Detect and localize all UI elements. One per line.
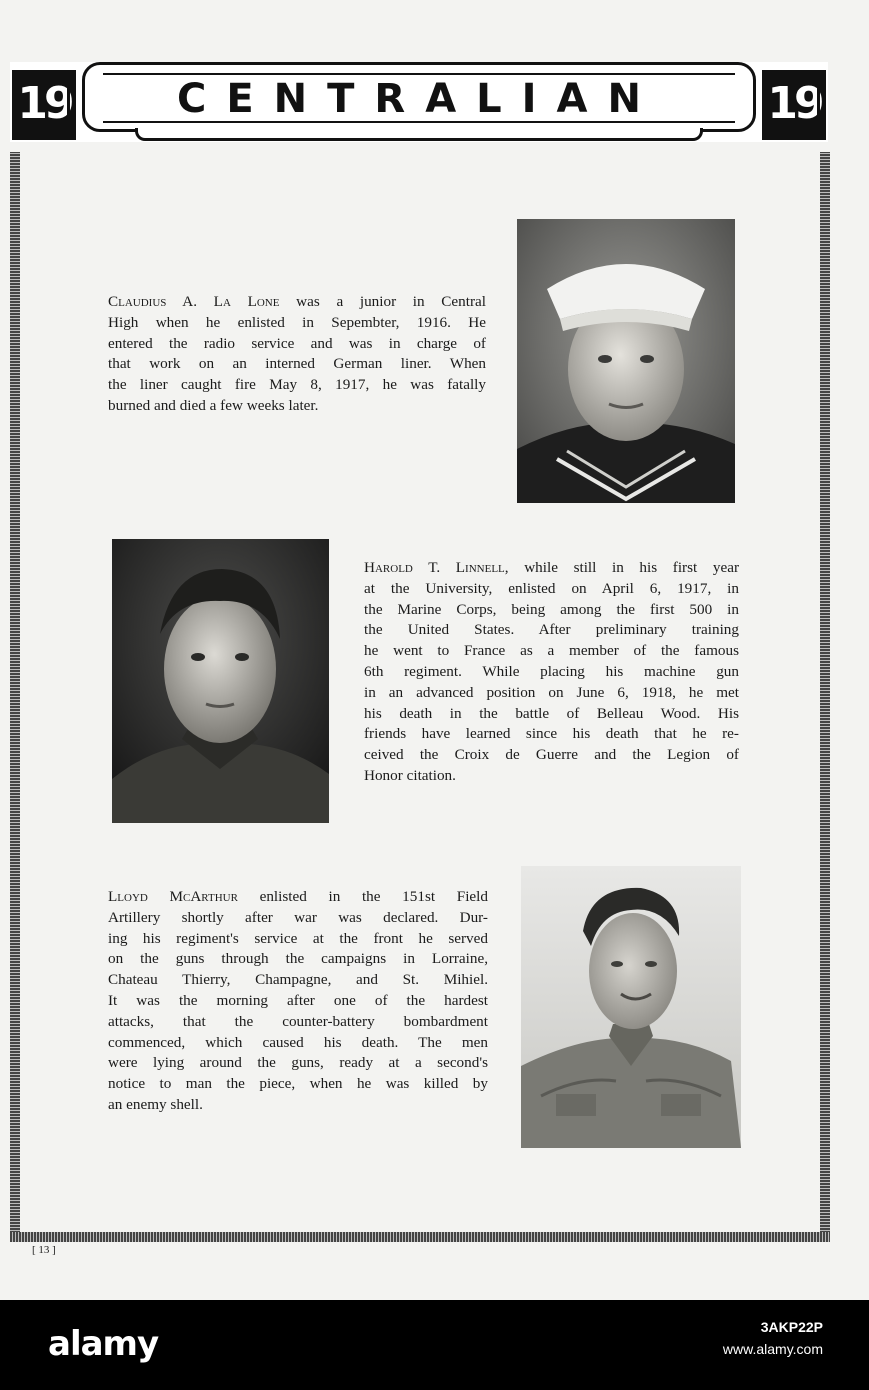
bio-line: High when he enlisted in Sepembter, 1916. He: [108, 313, 486, 331]
bio-line: 6th regiment. While placing his machine gun: [364, 662, 739, 680]
page-title: CENTRALIAN: [176, 76, 661, 122]
bio-line: in an advanced position on June 6, 1918, he met: [364, 683, 739, 701]
bio-entry-3: [108, 887, 488, 1116]
bio-line: Harold T. Linnell, while still in his first year: [364, 559, 740, 576]
bio-line: ceived the Croix de Guerre and the Legion of: [364, 746, 739, 764]
bio-line: his death in the battle of Belleau Wood. His: [364, 704, 739, 722]
bio-line: attacks, that the counter-battery bombardment: [108, 1012, 488, 1030]
photo-soldier-portrait: [112, 539, 329, 823]
watermark-site: www.alamy.com: [722, 1341, 823, 1357]
bio-line: the United States. After preliminary training: [364, 621, 739, 639]
watermark-image-id: 3AKP22P: [760, 1319, 823, 1335]
title-ornament: [135, 128, 703, 141]
bio-line: Artillery shortly after war was declared. Dur-: [108, 908, 488, 926]
bio-line: burned and died a few weeks later.: [108, 396, 319, 414]
bio-line: the Marine Corps, being among the first 500 in: [364, 600, 739, 618]
year-left: 19: [12, 70, 76, 140]
bio-line: that work on an interned German liner. When: [108, 355, 486, 373]
frame-bottom-border: [10, 1232, 830, 1242]
bio-line: friends have learned since his death that he re-: [364, 725, 739, 743]
bio-line: on the guns through the campaigns in Lorraine,: [108, 950, 488, 968]
frame-right-border: [820, 152, 830, 1242]
bio-line: Honor citation.: [364, 766, 456, 784]
bio-line: he went to France as a member of the famous: [364, 642, 739, 660]
bio-line: an enemy shell.: [108, 1095, 203, 1113]
page-number: [ 13 ]: [32, 1244, 56, 1256]
year-right: 19: [762, 70, 826, 140]
page-header-banner: [10, 62, 828, 142]
photo-sailor-portrait: [517, 219, 735, 503]
bio-line: were lying around the guns, ready at a second's: [108, 1054, 488, 1072]
bio-line: Lloyd McArthur enlisted in the 151st Field: [108, 888, 488, 905]
bio-line: Claudius A. La Lone was a junior in Central: [108, 293, 487, 310]
watermark-info: [723, 1316, 823, 1360]
bio-line: at the University, enlisted on April 6, 1917, in: [364, 579, 739, 597]
bio-line: ing his regiment's service at the front he served: [108, 929, 488, 947]
person-name: Harold T. Linnell: [364, 559, 505, 576]
person-name: Lloyd McArthur: [108, 888, 238, 905]
bio-entry-1: [108, 292, 486, 417]
bio-line: Chateau Thierry, Champagne, and St. Mihiel.: [108, 971, 488, 989]
bio-entry-2: [364, 558, 739, 787]
bio-line: entered the radio service and was in charge of: [108, 334, 486, 352]
watermark-logo: alamy: [48, 1324, 159, 1364]
watermark-bar: [0, 1300, 869, 1390]
bio-line: It was the morning after one of the hardest: [108, 991, 488, 1009]
bio-line: the liner caught fire May 8, 1917, he was fatally: [108, 376, 486, 394]
bio-line: notice to man the piece, when he was killed by: [108, 1075, 488, 1093]
bio-line: commenced, which caused his death. The men: [108, 1033, 488, 1051]
title-band: [82, 62, 756, 132]
person-name: Claudius A. La Lone: [108, 293, 280, 310]
title-inner-border: [103, 73, 735, 123]
photo-soldier-portrait-outdoor: [521, 866, 741, 1148]
frame-left-border: [10, 152, 20, 1242]
